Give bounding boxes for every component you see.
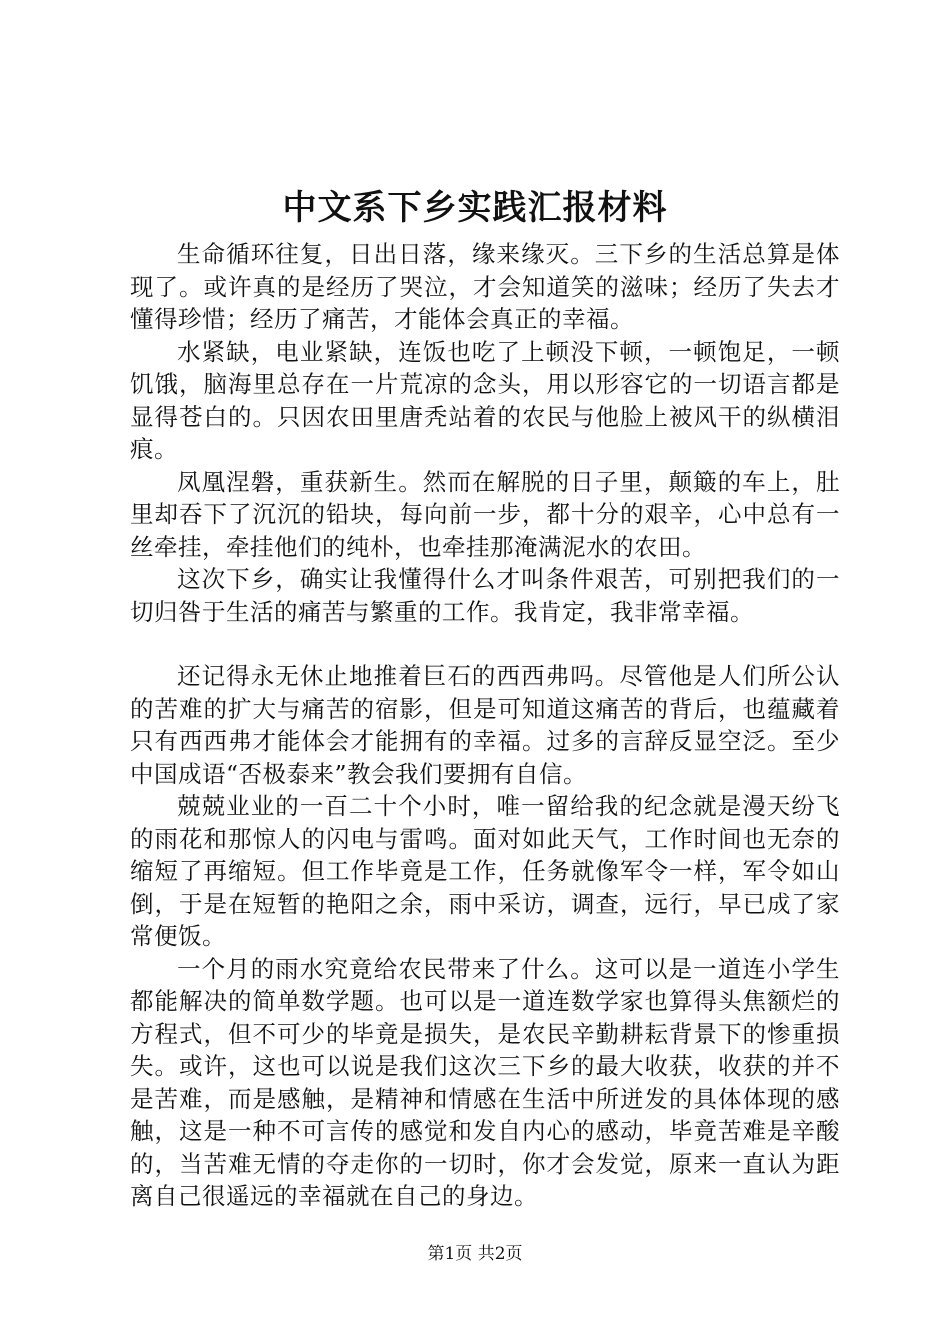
paragraph: 生命循环往复，日出日落，缘来缘灭。三下乡的生活总算是体现了。或许真的是经历了哭泣，才会知道笑的滋味；经历了失去才懂得珍惜；经历了痛苦，才能体会真正的幸福。 xyxy=(130,240,840,333)
paragraph: 这次下乡，确实让我懂得什么才叫条件艰苦，可别把我们的一切归咎于生活的痛苦与繁重的工作。我肯定，我非常幸福。 xyxy=(130,565,840,626)
page-footer: 第1页 共2页 xyxy=(427,1244,523,1264)
paragraph: 水紧缺，电业紧缺，连饭也吃了上顿没下顿，一顿饱足，一顿饥饿，脑海里总存在一片荒凉的念头，用以形容它的一切语言都是显得苍白的。只因农田里唐秃站着的农民与他脸上被风干的纵横泪痕。 xyxy=(130,337,840,463)
document-title: 中文系下乡实践汇报材料 xyxy=(282,188,668,228)
document-body xyxy=(130,238,840,1213)
paragraph: 兢兢业业的一百二十个小时，唯一留给我的纪念就是漫天纷飞的雨花和那惊人的闪电与雷鸣。面对如此天气，工作时间也无奈的缩短了再缩短。但工作毕竟是工作，任务就像军令一样，军令如山倒，于是在短暂的艳阳之余，雨中采访，调查，远行，早已成了家常便饭。 xyxy=(130,792,840,950)
paragraph: 还记得永无休止地推着巨石的西西弗吗。尽管他是人们所公认的苦难的扩大与痛苦的宿影，但是可知道这痛苦的背后，也蕴藏着只有西西弗才能体会才能拥有的幸福。过多的言辞反显空泛。至少中国成语“否极泰来”教会我们要拥有自信。 xyxy=(130,662,840,788)
paragraph: 一个月的雨水究竟给农民带来了什么。这可以是一道连小学生都能解决的简单数学题。也可以是一道连数学家也算得头焦额烂的方程式，但不可少的毕竟是损失，是农民辛勤耕耘背景下的惨重损失。或许，这也可以说是我们这次三下乡的最大收获，收获的并不是苦难，而是感触，是精神和情感在生活中所迸发的具体体现的感触，这是一种不可言传的感觉和发自内心的感动，毕竟苦难是辛酸的，当苦难无情的夺走你的一切时，你才会发觉，原来一直认为距离自己很遥远的幸福就在自己的身边。 xyxy=(130,954,840,1210)
paragraph-spacer xyxy=(130,628,840,660)
paragraph: 凤凰涅磐，重获新生。然而在解脱的日子里，颠簸的车上，肚里却吞下了沉沉的铅块，每向前一步，都十分的艰辛，心中总有一丝牵挂，牵挂他们的纯朴，也牵挂那淹满泥水的农田。 xyxy=(130,467,840,561)
